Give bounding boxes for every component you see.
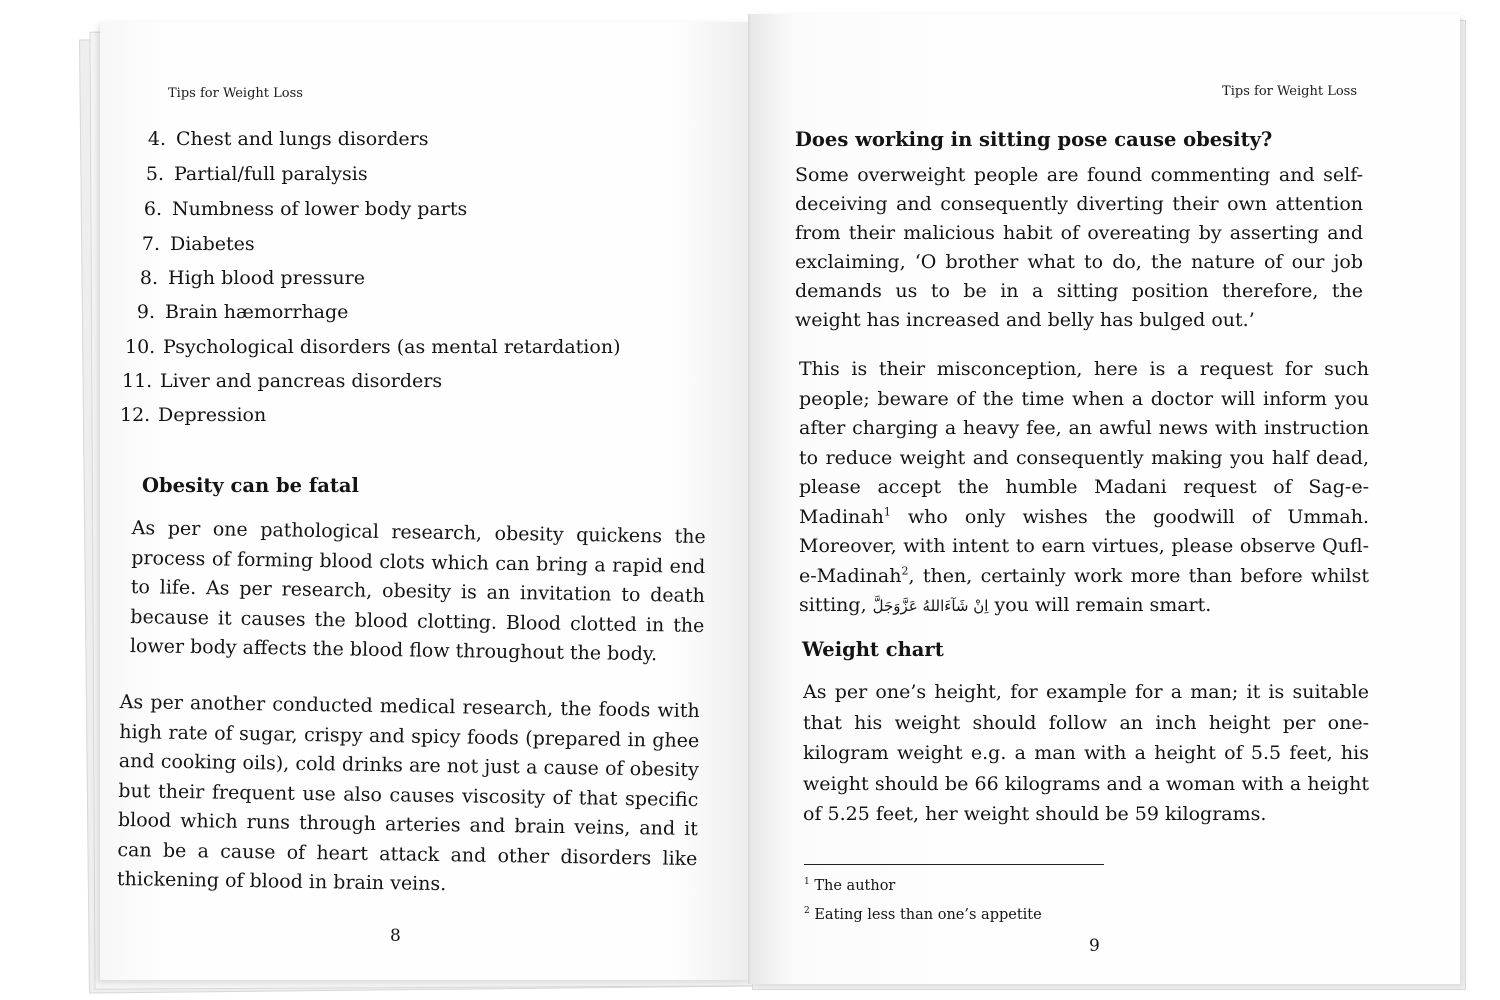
section-heading: Obesity can be fatal bbox=[142, 474, 359, 497]
list-item bbox=[132, 233, 255, 255]
section-heading: Does working in sitting pose cause obesity? bbox=[795, 128, 1273, 151]
list-number: 10. bbox=[125, 336, 156, 358]
footnote-mark: 2 bbox=[804, 906, 810, 917]
arabic-phrase: اِنْ شَآءَاللهُ عَزَّوَجَلَّ bbox=[872, 597, 989, 615]
paragraph-text: you will remain smart. bbox=[988, 594, 1212, 616]
running-head: Tips for Weight Loss bbox=[168, 86, 303, 101]
paragraph-text: who only wishes the goodwill of Ummah. Moreover, with intent to earn virtues, please observe Qufl-e-Madinah bbox=[799, 505, 1369, 587]
list-text: Psychological disorders (as mental retardation) bbox=[163, 336, 621, 358]
footnote-rule bbox=[804, 864, 1104, 865]
paragraph-text: This is their misconception, here is a request for such people; beware of the time when a doctor will inform you after charging a heavy fee, an awful news with instruction to reduce weight and consequently making you half dead, please accept the humble Madani request of Sag-e-Madinah bbox=[799, 358, 1369, 528]
list-item bbox=[130, 267, 365, 289]
list-number: 11. bbox=[122, 370, 153, 392]
page-number: 9 bbox=[1089, 936, 1100, 956]
list-item bbox=[138, 128, 428, 150]
list-number: 7. bbox=[141, 233, 160, 255]
footnote bbox=[804, 907, 1042, 923]
list-item bbox=[134, 198, 467, 220]
left-page bbox=[100, 22, 752, 980]
list-text: Depression bbox=[158, 404, 267, 426]
list-text: High blood pressure bbox=[168, 267, 365, 289]
footnote-ref: 2 bbox=[901, 564, 909, 578]
footnote bbox=[804, 878, 895, 894]
list-number: 8. bbox=[139, 267, 158, 289]
list-number: 4. bbox=[147, 128, 166, 150]
list-item bbox=[125, 336, 620, 358]
list-text: Liver and pancreas disorders bbox=[160, 370, 443, 392]
list-number: 12. bbox=[120, 404, 151, 426]
paragraph: As per one pathological research, obesity quickens the process of forming blood clots which can bring a rapid end to life. As per research, obesity is an invitation to death because it causes the blood clotting. Blood clotted in the lower body affects the blood flow throughout the body. bbox=[129, 516, 706, 666]
list-text: Diabetes bbox=[170, 233, 255, 255]
list-text: Partial/full paralysis bbox=[174, 163, 368, 185]
paragraph bbox=[799, 355, 1369, 622]
list-item bbox=[127, 301, 348, 323]
paragraph: As per another conducted medical research, the foods with high rate of sugar, crispy and spicy foods (prepared in ghee and cooking oils), cold drinks are not just a cause of obesity but their frequent use also causes viscosity of that specific blood which runs through arteries and brain veins, and it can be a cause of heart attack and other disorders like thickening of blood in brain veins. bbox=[116, 690, 700, 896]
list-item bbox=[120, 404, 266, 426]
footnote-text: Eating less than one’s appetite bbox=[814, 907, 1042, 923]
list-text: Chest and lungs disorders bbox=[176, 128, 429, 150]
list-item bbox=[122, 370, 442, 392]
paragraph: Some overweight people are found commenting and self-deceiving and consequently diverting their own attention from their malicious habit of overeating by asserting and exclaiming, ‘O brother what to do, the nature of our job demands us to be in a sitting position therefore, the weight has increased and belly has bulged out.’ bbox=[795, 164, 1363, 331]
list-number: 5. bbox=[145, 163, 164, 185]
list-text: Brain hæmorrhage bbox=[165, 301, 349, 323]
list-number: 6. bbox=[143, 198, 162, 220]
list-text: Numbness of lower body parts bbox=[172, 198, 468, 220]
paragraph-text: , then, certainly work more than before whilst sitting, bbox=[799, 564, 1369, 616]
paragraph: As per one’s height, for example for a man; it is suitable that his weight should follow an inch height per one-kilogram weight e.g. a man with a height of 5.5 feet, his weight should be 66 kilograms and a woman with a height of 5.25 feet, her weight should be 59 kilograms. bbox=[803, 681, 1369, 825]
page-number: 8 bbox=[390, 926, 401, 946]
running-head: Tips for Weight Loss bbox=[1222, 84, 1357, 99]
list-number: 9. bbox=[136, 301, 155, 323]
footnote-text: The author bbox=[814, 878, 896, 894]
right-page bbox=[752, 14, 1460, 984]
footnote-mark: 1 bbox=[804, 877, 810, 888]
footnote-ref: 1 bbox=[883, 505, 891, 519]
section-heading: Weight chart bbox=[802, 638, 944, 661]
list-item bbox=[136, 163, 368, 185]
